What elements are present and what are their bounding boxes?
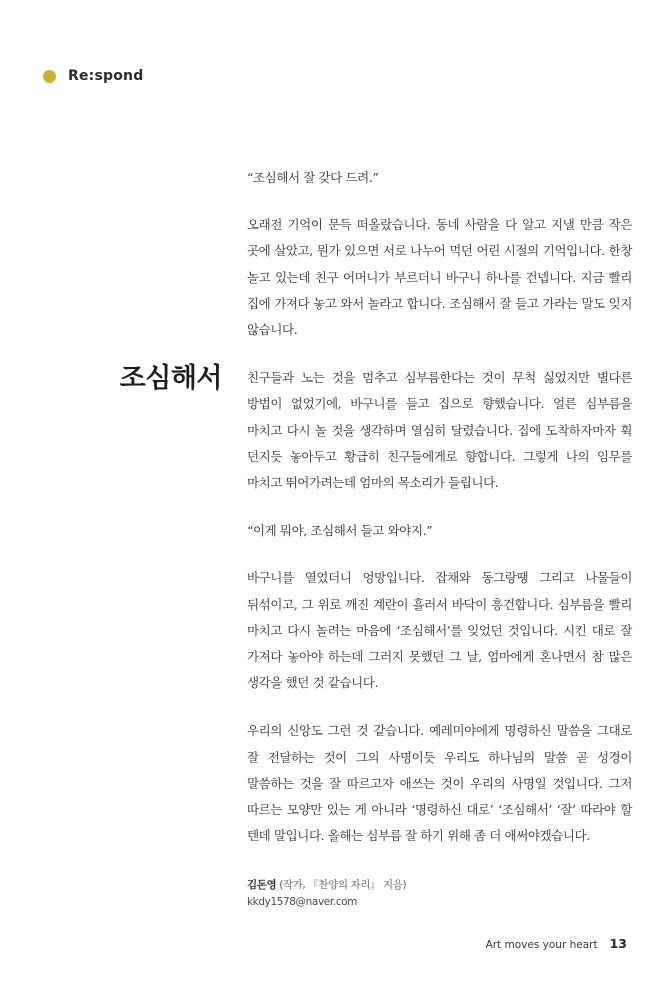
article-paragraph-2: 친구들과 노는 것을 멈추고 심부름한다는 것이 무척 싫었지만 별다른 방법이 없었기에, 바구니를 들고 집으로 향했습니다. 얼른 심부름을 마치고 다시 놀 것을 생각하며 열심히 달렸습니다. 집에 도착하자마자 휙 던지듯 놓아두고 황급히 친구들에게로 향합니다. 그렇게 나의 임무를 마치고 뛰어가려는데 엄마의 목소리가 들립니다. [247,370,632,491]
page-footer [486,936,627,951]
article-title: 조심해서 [119,363,222,394]
author-note: (작가, 『찬양의 자리』 지음) [279,879,407,891]
section-header [43,68,143,84]
article-paragraph-quote-1: “조심해서 잘 갖다 드려.” [247,170,379,185]
article-paragraph-quote-2: “이게 뭐야, 조심해서 들고 와야지.” [247,523,433,539]
author-name: 김돈영 [247,879,277,891]
author-block [247,877,406,911]
article-body [247,165,632,871]
author-line [247,877,406,894]
article-paragraph-4: 우리의 신앙도 그런 것 같습니다. 예레미야에게 명령하신 말씀을 그대로 잘 전달하는 것이 그의 사명이듯 우리도 하나님의 말씀 곧 성경이 말씀하는 것을 잘 따르고자 애쓰는 것이 우리의 사명일 것입니다. 그저 따르는 모양만 있는 게 아니라 ‘명령하신 대로’ ‘조심해서’ ‘잘’ 따라야 할 텐데 말입니다. 올해는 심부름 잘 하기 위해 좀 더 애써야겠습니다. [247,723,632,844]
section-dot-icon [43,70,56,83]
author-email: kkdy1578@naver.com [247,896,357,908]
footer-tagline: Art moves your heart [485,939,598,951]
article-paragraph-3: 바구니를 열었더니 엉망입니다. 잡채와 동그랑땡 그리고 나물들이 뒤섞이고, 그 위로 깨진 계란이 흘러서 바닥이 흥건합니다. 심부름을 빨리 마치고 다시 놀려는 마음에 ‘조심해서’를 잊었던 것입니다. 시킨 대로 잘 가져다 놓아야 하는데 그러지 못했던 그 날, 엄마에게 혼나면서 참 많은 생각을 했던 것 같습니다. [247,570,632,691]
section-label: Re:spond [68,68,144,84]
article-paragraph-1: 오래전 기억이 문득 떠올랐습니다. 동네 사람을 다 알고 지낼 만큼 작은 곳에 살았고, 뭔가 있으면 서로 나누어 먹던 어린 시절의 기억입니다. 한창 놀고 있는데 친구 어머니가 부르더니 바구니 하나를 건넵니다. 지금 빨리 집에 가져다 놓고 와서 놀라고 합니다. 조심해서 잘 들고 가라는 말도 잊지 않습니다. [247,217,632,338]
page-number: 13 [609,936,627,951]
